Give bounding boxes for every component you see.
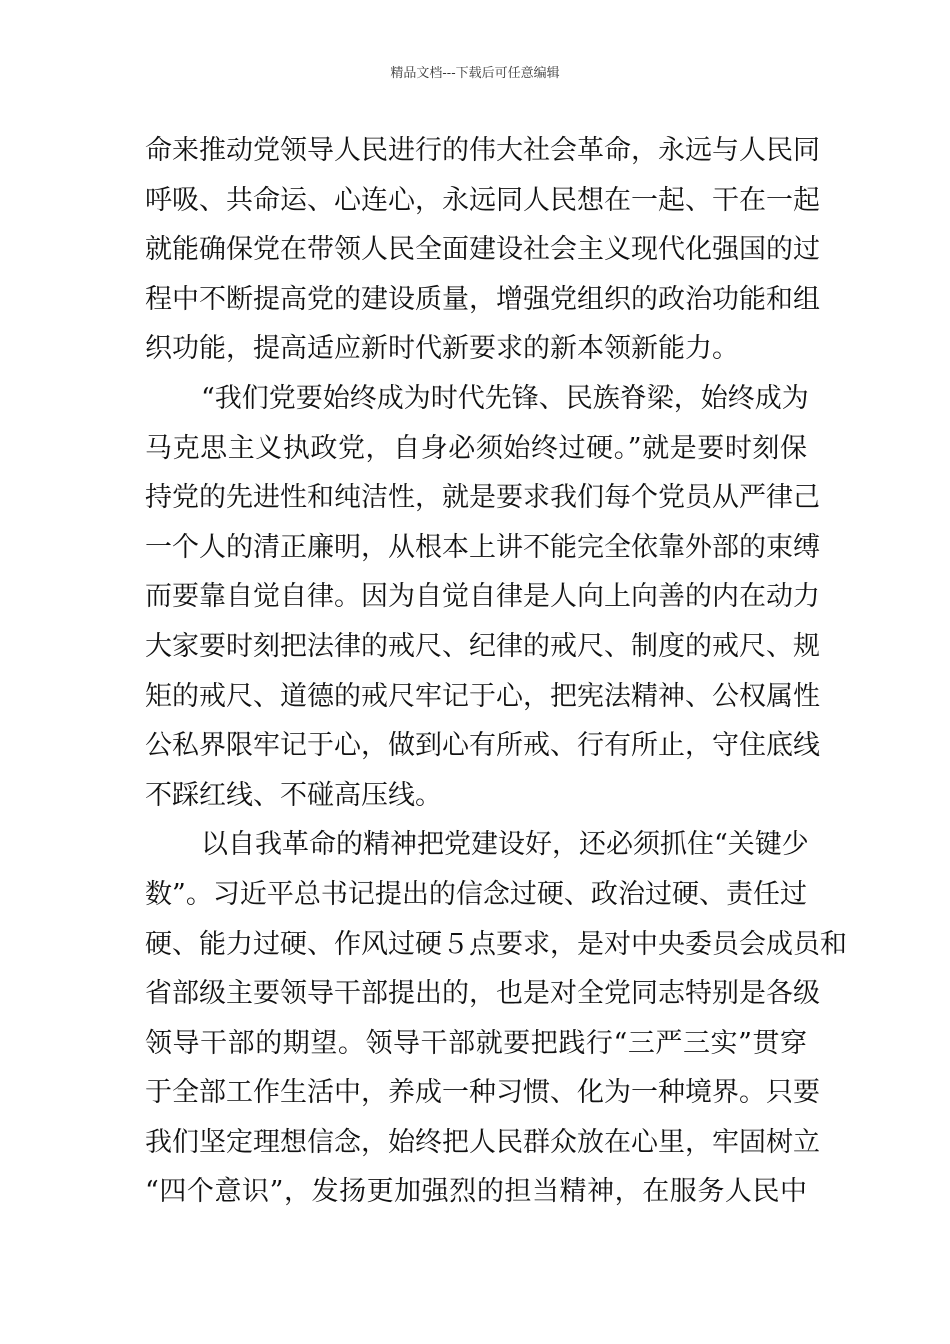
text-line: 大家要时刻把法律的戒尺、纪律的戒尺、制度的戒尺、规 — [145, 630, 820, 662]
text-line: 织功能，提高适应新时代新要求的新本领新能力。 — [145, 333, 739, 365]
paragraph-3 — [145, 820, 847, 1217]
paragraph-1 — [145, 126, 820, 374]
document-body — [145, 126, 847, 1217]
text-line: “四个意识”，发扬更加强烈的担当精神，在服务人民中 — [145, 1176, 807, 1208]
text-line: 程中不断提高党的建设质量，增强党组织的政治功能和组 — [145, 283, 820, 315]
text-line: 不踩红线、不碰高压线。 — [145, 779, 442, 811]
text-line: 呼吸、共命运、心连心，永远同人民想在一起、干在一起 — [145, 184, 820, 216]
text-line: 就能确保党在带领人民全面建设社会主义现代化强国的过 — [145, 234, 820, 266]
text-line: 命来推动党领导人民进行的伟大社会革命，永远与人民同 — [145, 135, 820, 166]
text-line: 以自我革命的精神把党建设好，还必须抓住“关键少 — [201, 829, 809, 861]
text-line: 持党的先进性和纯洁性，就是要求我们每个党员从严律己 — [145, 482, 820, 514]
text-line: 我们坚定理想信念，始终把人民群众放在心里，牢固树立 — [145, 1126, 820, 1158]
text-line: 领导干部的期望。领导干部就要把践行“三严三实”贯穿 — [145, 1027, 807, 1059]
text-line: 马克思主义执政党，自身必须始终过硬。”就是要时刻保 — [145, 432, 807, 464]
text-line: 而要靠自觉自律。因为自觉自律是人向上向善的内在动力 — [145, 581, 820, 613]
text-line: 于全部工作生活中，养成一种习惯、化为一种境界。只要 — [145, 1077, 820, 1109]
paragraph-2 — [145, 374, 820, 820]
text-line: “我们党要始终成为时代先锋、民族脊梁，始终成为 — [201, 382, 809, 414]
text-line: 矩的戒尺、道德的戒尺牢记于心，把宪法精神、公权属性 — [145, 680, 820, 712]
text-line: 硬、能力过硬、作风过硬５点要求，是对中央委员会成员和 — [145, 928, 847, 960]
page-header: 精品文档---下载后可任意编辑 — [390, 66, 560, 81]
text-line: 一个人的清正廉明，从根本上讲不能完全依靠外部的束缚 — [145, 531, 820, 563]
text-line: 数”。习近平总书记提出的信念过硬、政治过硬、责任过 — [145, 878, 807, 910]
text-line: 公私界限牢记于心，做到心有所戒、行有所止，守住底线 — [145, 730, 820, 762]
text-line: 省部级主要领导干部提出的，也是对全党同志特别是各级 — [145, 978, 820, 1010]
